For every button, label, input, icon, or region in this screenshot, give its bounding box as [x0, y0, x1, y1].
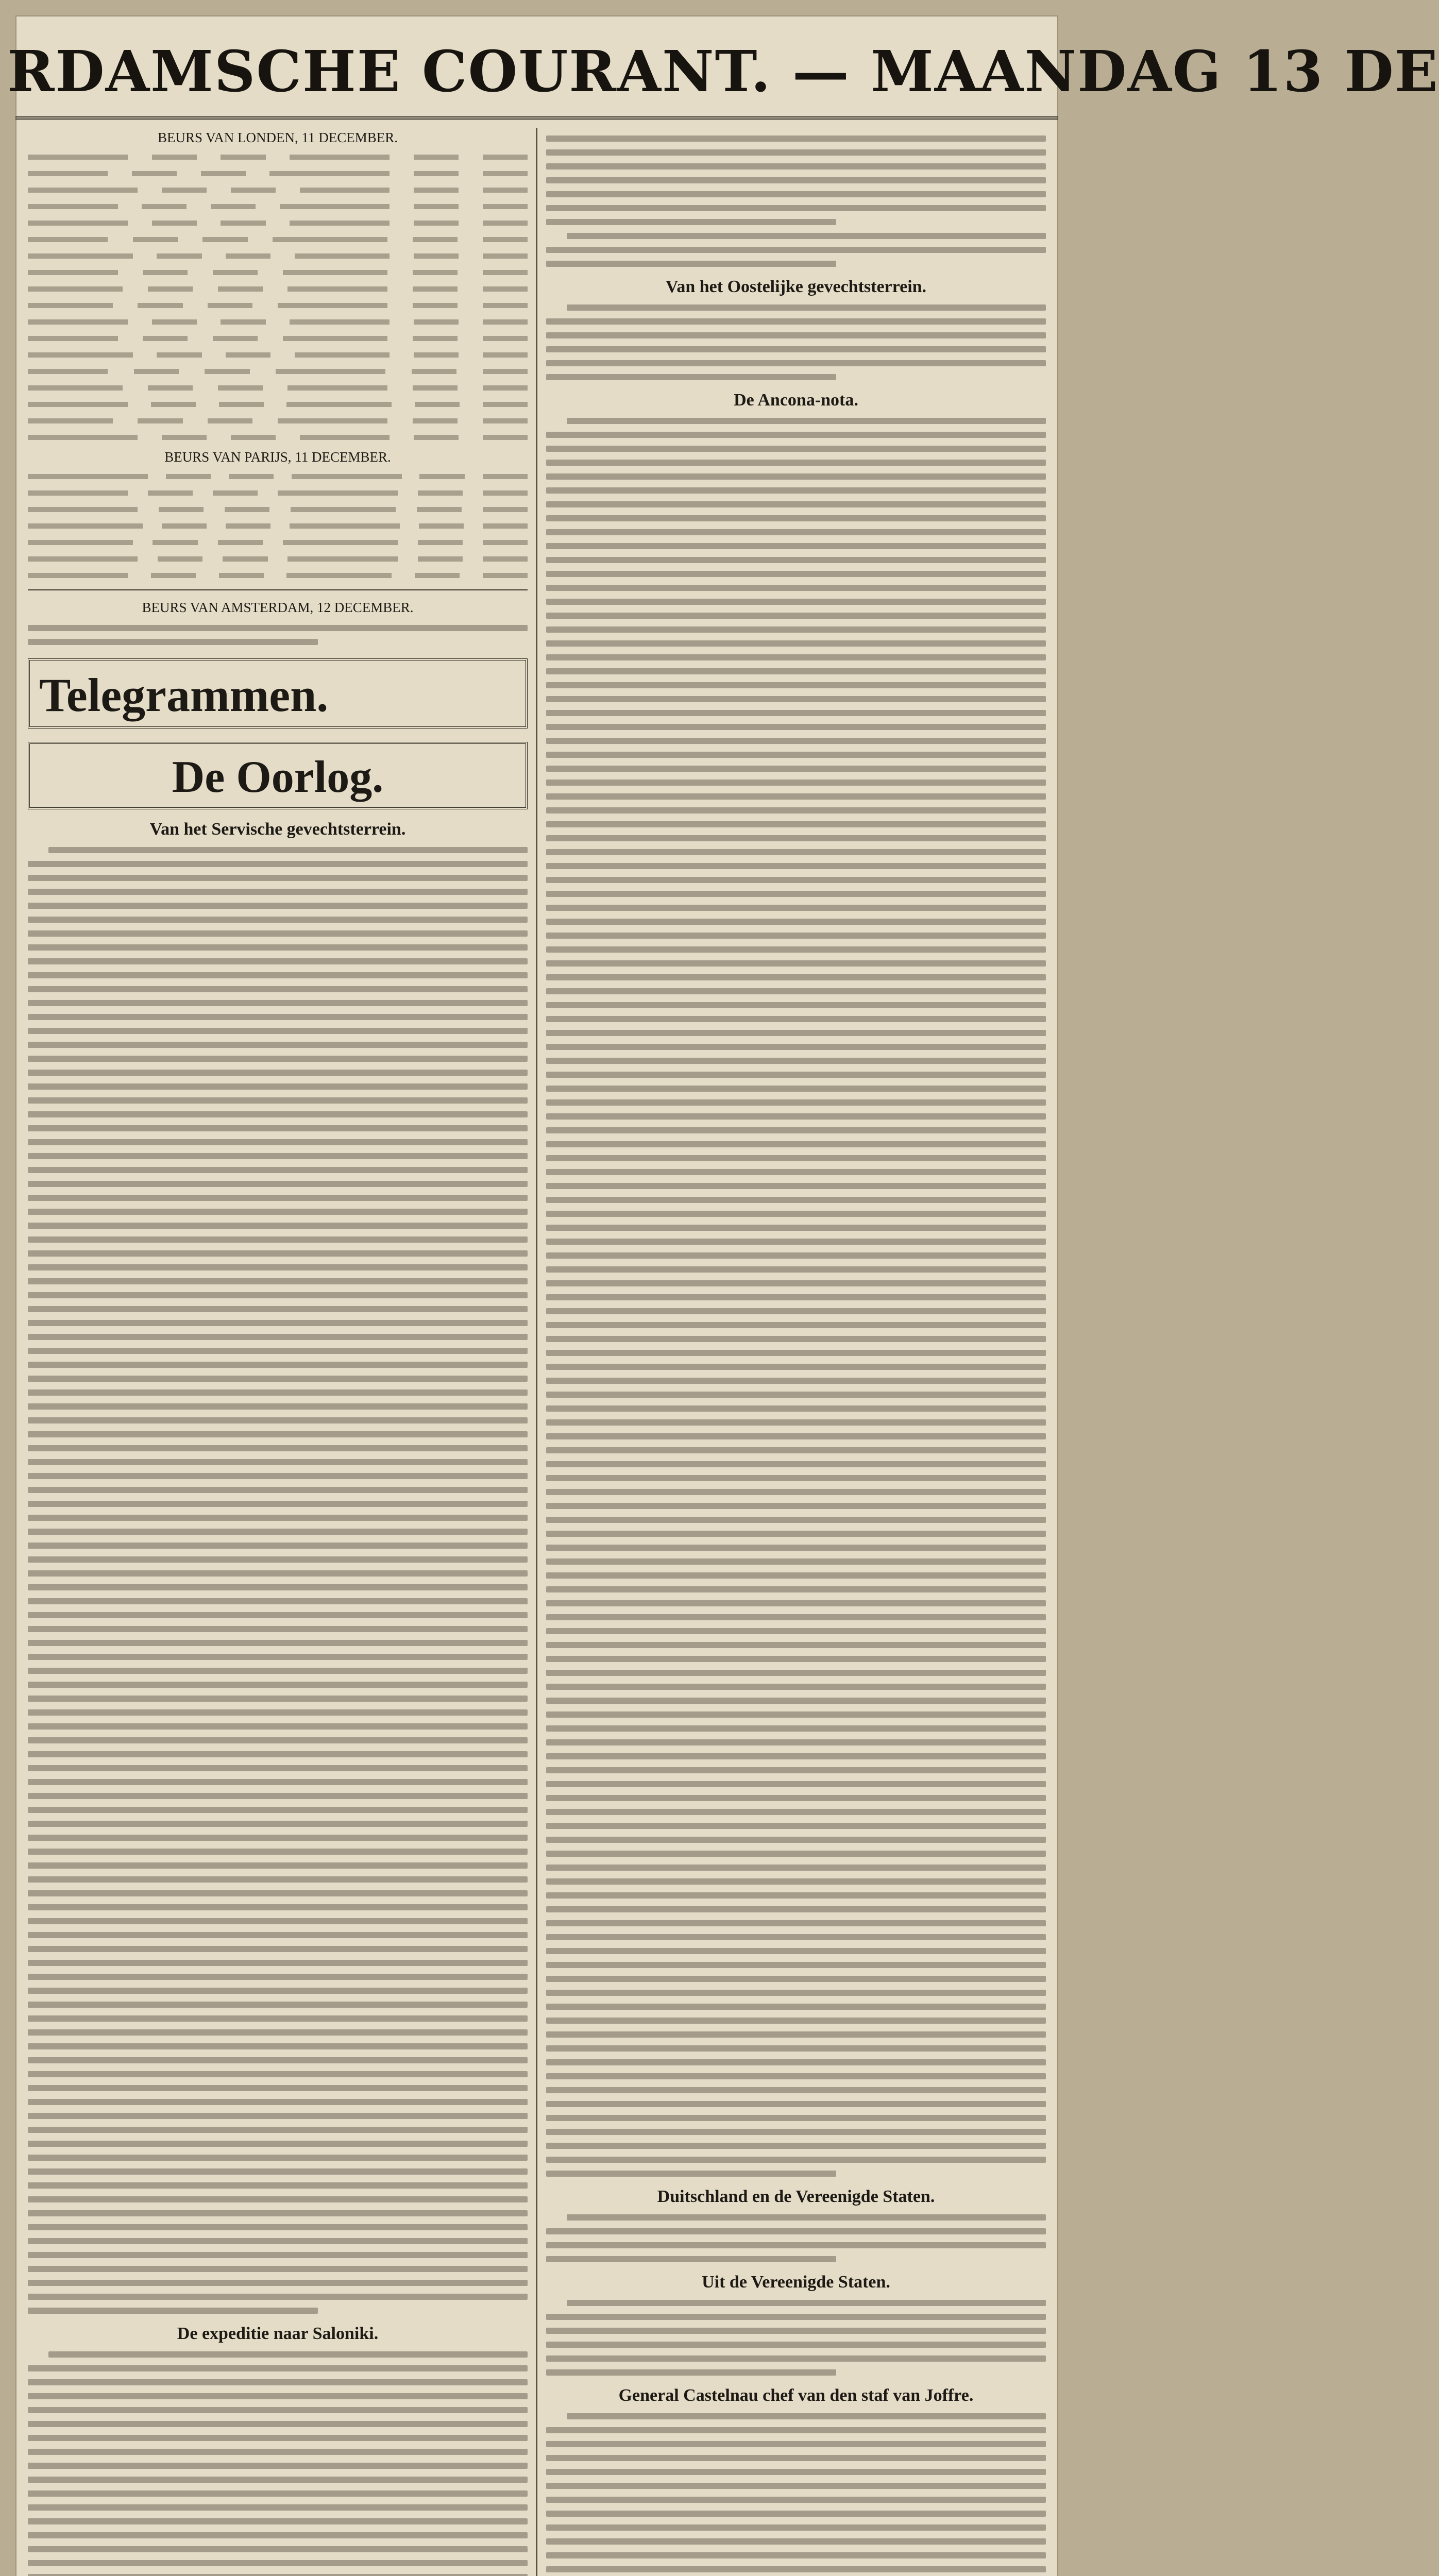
- war-heading: De Oorlog.: [28, 742, 528, 809]
- amsterdam-market-note: [28, 625, 528, 645]
- section-heading-from-us: Uit de Vereenigde Staten.: [702, 2273, 890, 2292]
- paris-market-table: [28, 470, 528, 582]
- article-text-castelnau: [546, 2413, 1046, 2576]
- article-text-from-us: [546, 2300, 1046, 2376]
- article-text-saloniki: [28, 2351, 528, 2576]
- market-heading-paris: BEURS VAN PARIJS, 11 DECEMBER.: [164, 449, 391, 465]
- masthead: [7, 15, 1439, 120]
- section-heading-germany-us: Duitschland en de Vereenigde Staten.: [657, 2187, 935, 2206]
- section-heading-saloniki: De expeditie naar Saloniki.: [177, 2324, 379, 2343]
- section-heading-eastern-front: Van het Oostelijke gevechtsterrein.: [665, 277, 927, 296]
- newspaper-page: [7, 15, 1439, 2576]
- section-heading-ancona-note: De Ancona-nota.: [734, 391, 858, 410]
- market-heading-amsterdam: BEURS VAN AMSTERDAM, 12 DECEMBER.: [142, 600, 414, 615]
- market-heading-london: BEURS VAN LONDEN, 11 DECEMBER.: [157, 130, 398, 145]
- masthead-title: RDAMSCHE COURANT. — MAANDAG 13 DE: [7, 38, 1439, 105]
- section-heading-serbian-front: Van het Servische gevechtsterrein.: [149, 820, 406, 839]
- right-column: [546, 128, 1046, 2576]
- column-divider: [536, 128, 537, 2576]
- article-text-ancona-note: [546, 418, 1046, 2177]
- article-text-continued: [546, 135, 1046, 267]
- london-market-table: [28, 150, 528, 444]
- article-text-serbian-front: [28, 847, 528, 2314]
- section-heading-castelnau: General Castelnau chef van den staf van Joffre.: [618, 2386, 974, 2405]
- left-column: [28, 128, 528, 2576]
- article-text-eastern-front: [546, 304, 1046, 380]
- telegrams-heading: Telegrammen.: [28, 658, 528, 728]
- article-text-germany-us: [546, 2214, 1046, 2262]
